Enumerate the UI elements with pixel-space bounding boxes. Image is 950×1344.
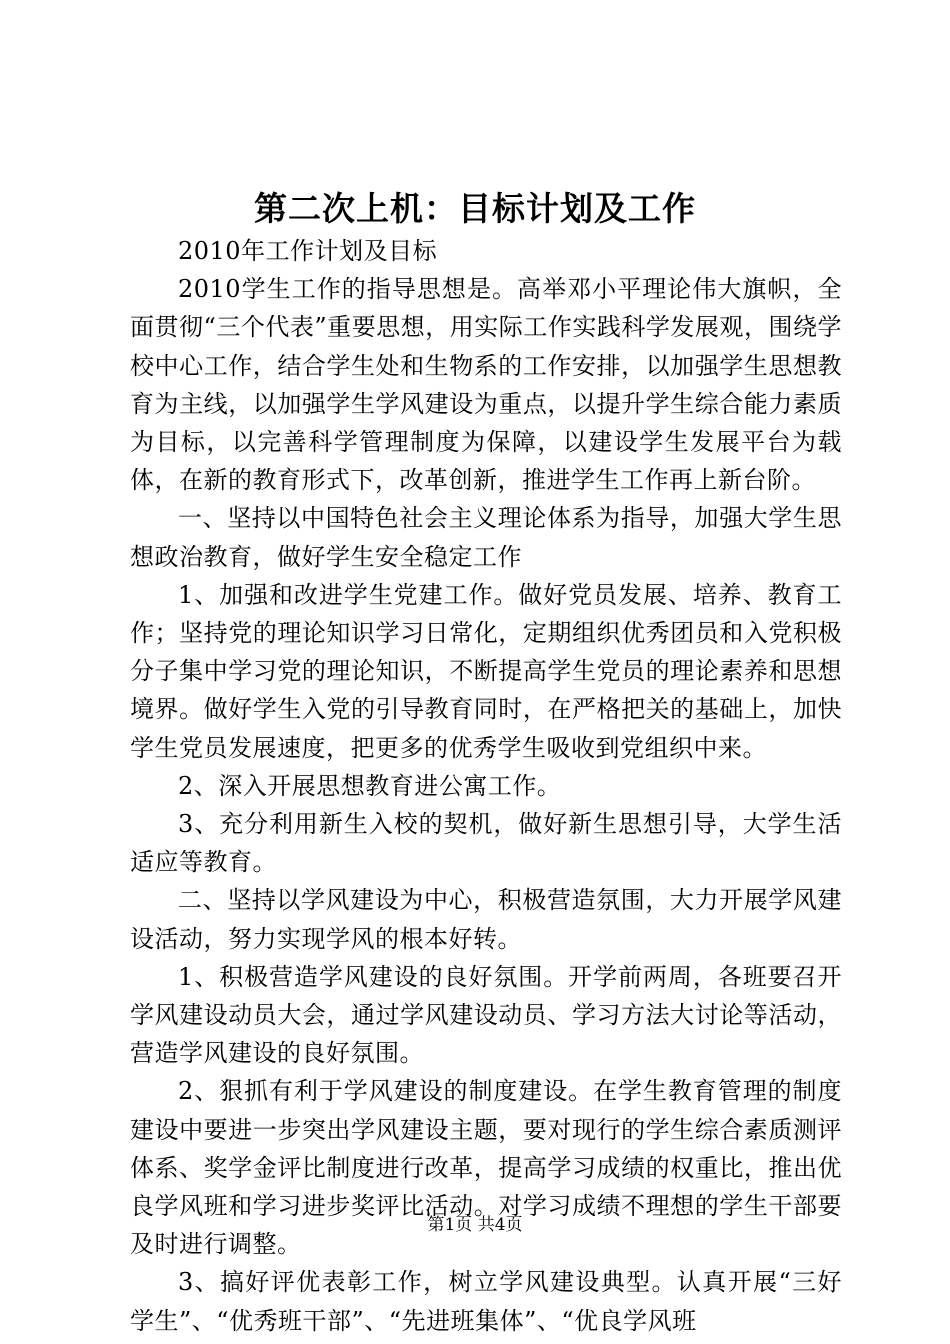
paragraph: 一、坚持以中国特色社会主义理论体系为指导，加强大学生思想政治教育，做好学生安全稳定工作 xyxy=(130,504,842,571)
paragraph: 2010学生工作的指导思想是。高举邓小平理论伟大旗帜，全面贯彻“三个代表”重要思想，用实际工作实践科学发展观，围绕学校中心工作，结合学生处和生物系的工作安排，以加强学生思想教育为主线，以加强学生学风建设为重点，以提升学生综合能力素质为目标，以完善科学管理制度为保障，以建设学生发展平台为载体，在新的教育形式下，改革创新，推进学生工作再上新台阶。 xyxy=(130,275,842,495)
paragraph: 1、积极营造学风建设的良好氛围。开学前两周，各班要召开学风建设动员大会，通过学风建设动员、学习方法大讨论等活动，营造学风建设的良好氛围。 xyxy=(130,962,842,1068)
paragraph: 二、坚持以学风建设为中心，积极营造氛围，大力开展学风建设活动，努力实现学风的根本好转。 xyxy=(130,886,842,953)
paragraph: 3、搞好评优表彰工作，树立学风建设典型。认真开展“三好学生”、“优秀班干部”、“先进班集体”、“优良学风班 xyxy=(130,1268,842,1335)
paragraph: 2010年工作计划及目标 xyxy=(178,237,438,265)
paragraph: 1、加强和改进学生党建工作。做好党员发展、培养、教育工作；坚持党的理论知识学习日常化，定期组织优秀团员和入党积极分子集中学习党的理论知识，不断提高学生党员的理论素养和思想境界。做好学生入党的引导教育同时，在严格把关的基础上，加快学生党员发展速度，把更多的优秀学生吸收到党组织中来。 xyxy=(130,580,842,762)
document-title: 第二次上机：目标计划及工作 xyxy=(254,189,696,228)
paragraph: 2、狠抓有利于学风建设的制度建设。在学生教育管理的制度建设中要进一步突出学风建设主题，要对现行的学生综合素质测评体系、奖学金评比制度进行改革，提高学习成绩的权重比，推出优良学风班和学习进步奖评比活动。对学习成绩不理想的学生干部要及时进行调整。 xyxy=(130,1077,842,1259)
page-footer: 第1页 共4页 xyxy=(427,1215,523,1235)
paragraph: 3、充分利用新生入校的契机，做好新生思想引导，大学生活适应等教育。 xyxy=(130,810,842,877)
paragraph: 2、深入开展思想教育进公寓工作。 xyxy=(178,771,562,800)
document-body xyxy=(130,232,842,1340)
